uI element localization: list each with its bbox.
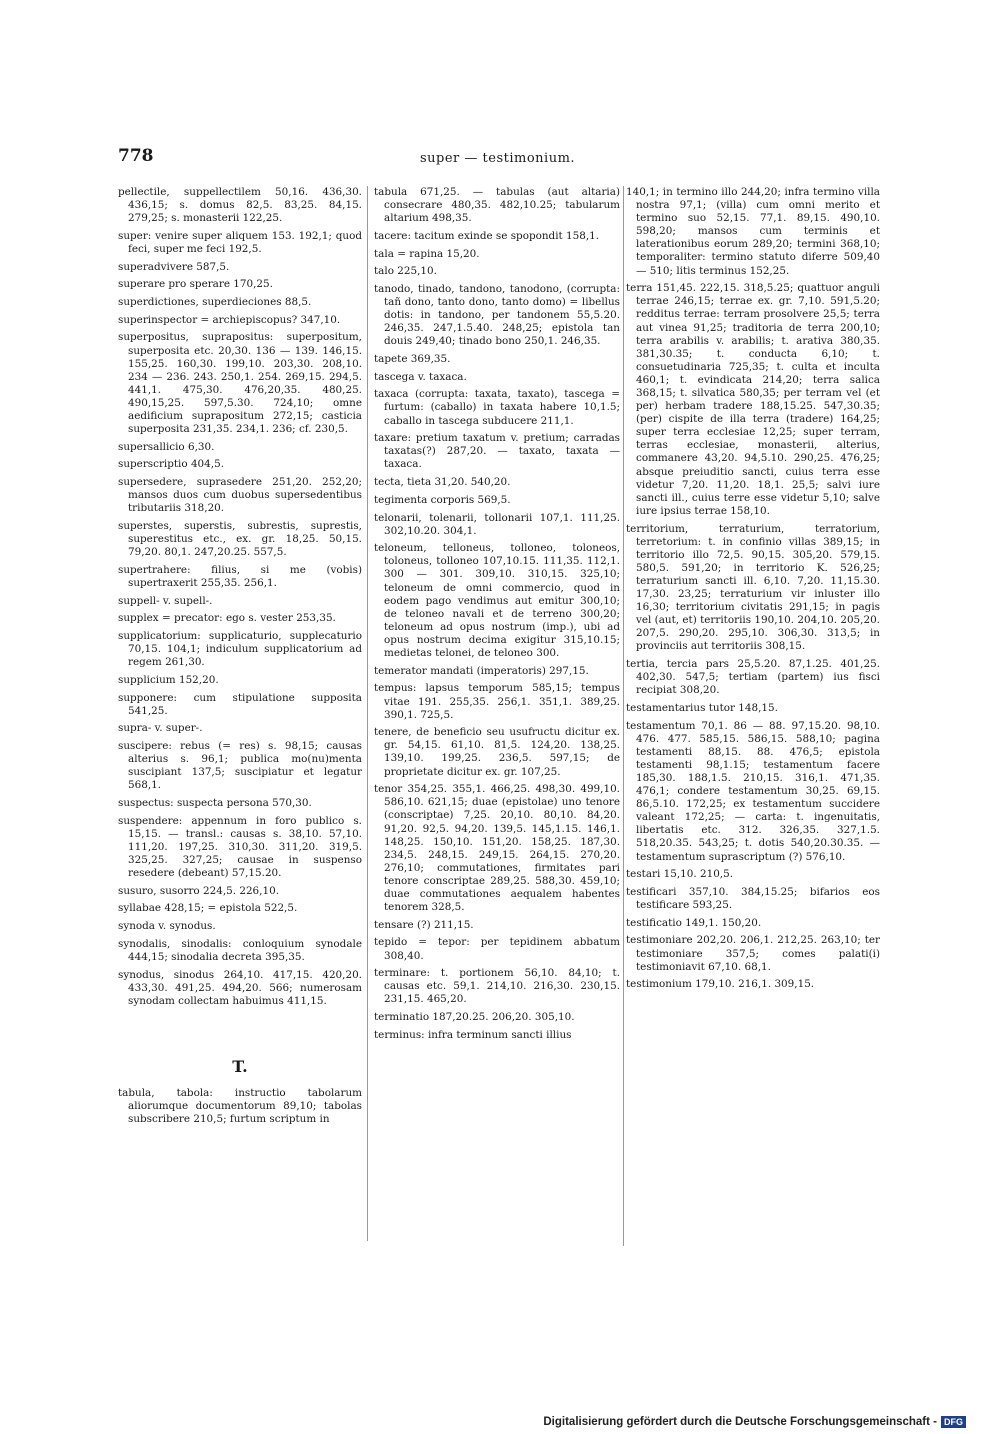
index-entry: superare pro sperare 170,25. [118,278,273,291]
index-entry: supertrahere: filius, si me (vobis) supertraxerit 255,35. 256,1. [118,563,362,589]
index-entry: tapete 369,35. [374,353,451,365]
index-entry: temerator mandati (imperatoris) 297,15. [374,664,589,677]
section-heading: T. [232,1056,248,1076]
funding-footer [543,1416,966,1428]
index-entry: pellectile, suppellectilem 50,16. 436,30. 436,15; s. domus 82,5. 83,25. 84,15. 279,25; s. monasterii 122,25. [118,186,362,225]
index-entry: supersallicio 6,30. [118,440,215,453]
column-divider [367,186,368,1241]
index-entry: suppell- v. supell-. [118,594,213,607]
index-entry: territorium, terraturium, terratorium, terretorium: t. in confinio villas 389,15; in territorio illo 72,5. 90,15. 305,20. 579,15. 580,5. 591,20; in territorio K. 526,25; terraturium sancti ill. 6,10. 7,20. 11,15.30. 17,30. 23,25; terraturium vir inluster illo 16,30; territorium civitatis 291,15; in pagis vel (aut, et) territoriis 190,10. 204,10. 205,20. 207,5. 290,20. 295,10. 306,30. 313,5; in provinciis aut territoriis 308,15. [626,522,880,653]
index-entry: testimoniare 202,20. 206,1. 212,25. 263,10; ter testimoniare 357,5; comes palati(i) testimoniavit 67,10. 68,1. [626,934,880,973]
index-entry: supplicium 152,20. [118,673,219,686]
index-entry: tenere, de beneficio seu usufructu dicitur ex. gr. 54,15. 61,10. 81,5. 124,20. 138,25. 139,10. 199,25. 236,5. 597,15; de proprietate dicitur ex. gr. 107,25. [374,726,620,778]
dfg-logo: DFG [941,1416,966,1428]
index-entry: tempus: lapsus temporum 585,15; tempus vitae 191. 255,35. 256,1. 351,1. 389,25. 390,1. 725,5. [374,682,620,721]
index-entry: testamentum 70,1. 86 — 88. 97,15.20. 98,10. 476. 477. 585,15. 586,15. 588,10; pagina testamenti 88,15. 88. 476,5; epistola testamenti 98,1.15; testamentum facere 185,30. 188,1.5. 210,15. 316,1. 471,35. 476,1; condere testamentum 30,25. 69,15. 86,5.10. 172,25; ex testamentum succidere valeant 172,25; — carta: t. ingenuitatis, libertatis etc. 312. 326,35. 327,1.5. 518,20.35. 543,25; t. dotis 540,20.30.35. — testamentum suprascriptum (?) 576,10. [626,719,880,863]
index-entry: terminare: t. portionem 56,10. 84,10; t. causas etc. 59,1. 214,10. 216,30. 230,15. 231,15. 465,20. [374,967,620,1006]
index-entry: tenor 354,25. 355,1. 466,25. 498,30. 499,10. 586,10. 621,15; duae (epistolae) uno tenore (conscriptae) 7,25. 20,10. 80,10. 84,20. 91,20. 92,5. 94,20. 139,5. 145,1.15. 146,1. 148,25. 150,10. 151,20. 158,25. 187,30. 234,5. 248,15. 249,15. 264,15. 270,20. 276,10; commutationes, firmitates pari tenore conscriptae 289,25. 588,30. 459,10; duae commutationes aequalem habentes tenorem 328,5. [374,783,620,914]
index-entry: superinspector = archiepiscopus? 347,10. [118,313,341,326]
index-entry: tanodo, tinado, tandono, tanodono, (corrupta: tañ dono, tanto dono, tanto domo) = libellus dotis: in tandono, per tandonem 55,5.20. 246,35. 247,1.5.40. 248,25; epistola tan douis 249,40; tinado bono 250,1. 246,35. [374,282,620,348]
index-entry: superdictiones, superdieciones 88,5. [118,296,312,309]
index-entry: telonarii, tolenarii, tollonarii 107,1. 111,25. 302,10.20. 304,1. [374,511,620,537]
index-entry: tala = rapina 15,20. [374,247,480,260]
index-entry: taxaca (corrupta: taxata, taxato), tascega = furtum: (caballo) in taxata habere 10,1.5; caballo in tascega subducere 211,1. [374,388,620,427]
footer-text: Digitalisierung gefördert durch die Deutsche Forschungsgemeinschaft - [543,1416,937,1428]
index-entry: syllabae 428,15; = epistola 522,5. [118,902,298,915]
index-entry: taxare: pretium taxatum v. pretium; carradas taxatas(?) 287,20. — taxato, taxata — taxaca. [374,432,620,471]
index-entry: talo 225,10. [374,265,437,278]
index-entry: super: venire super aliquem 153. 192,1; quod feci, super me feci 192,5. [118,229,362,255]
index-entry: synodalis, sinodalis: conloquium synodale 444,15; sinodalia decreta 395,35. [118,937,362,963]
index-entry: tacere: tacitum exinde se spopondit 158,1. [374,229,600,242]
index-entry: tabula, tabola: instructio tabolarum aliorumque documentorum 89,10; tabolas subscribere 210,5; furtum scriptum in [118,1087,362,1126]
index-column-3 [626,186,880,996]
index-entry: superstes, superstis, subrestis, suprestis, superestitus etc., ex. gr. 18,25. 50,15. 79,20. 80,1. 247,20.25. 557,5. [118,520,362,559]
column-divider [623,186,624,1246]
index-entry: superpositus, suprapositus: superpositum, superposita etc. 20,30. 136 — 139. 146,15. 155,25. 160,30. 199,10. 203,30. 208,10. 234 — 236. 243. 250,1. 254. 269,15. 294,5. 441,1. 475,30. 476,20,35. 480,25. 490,15,25. 597,5.30. 724,10; omne aedificium suprapositum 272,15; casticia superposita 231,35. 234,1. 236; cf. 230,5. [118,331,362,436]
index-entry: supra- v. super-. [118,722,203,735]
index-entry: teloneum, telloneus, tolloneo, toloneos, toloneus, tolloneo 107,10.15. 111,35. 112,1. 300 — 301. 309,10. 310,15. 325,10; teloneum de omni commercio, quod in eodem pago vendimus aut emitur 300,10; de teloneo navali et de terreno 300,20; teloneum ad opus nostrum (imp.), ubi ad opus nostrum decima exigitur 315,10.15; medietas telonei, de teloneo 300. [374,542,620,660]
index-column-1 [118,186,362,1131]
index-entry: terminus: infra terminum sancti illius [374,1028,572,1041]
index-entry: tabula 671,25. — tabulas (aut altaria) consecrare 480,35. 482,10.25; tabularum altarium 498,35. [374,186,620,225]
index-entry: synodus, sinodus 264,10. 417,15. 420,20. 433,30. 491,25. 494,20. 566; numerosam synodam collectam habuimus 411,15. [118,968,362,1007]
index-entry: supersedere, suprasedere 251,20. 252,20; mansos duos cum duobus supersedentibus tributariis 318,20. [118,476,362,515]
index-entry: testamentarius tutor 148,15. [626,701,778,714]
index-entry: tascega v. taxaca. [374,370,467,383]
index-entry: tecta, tieta 31,20. 540,20. [374,476,511,489]
index-entry: tertia, tercia pars 25,5.20. 87,1.25. 401,25. 402,30. 547,5; tertiam (partem) ius fisci recipiat 308,20. [626,658,880,697]
index-entry: testificari 357,10. 384,15.25; bifarios eos testificare 593,25. [626,885,880,912]
index-entry: supponere: cum stipulatione supposita 541,25. [118,691,362,717]
index-entry: susuro, susorro 224,5. 226,10. [118,884,279,897]
index-entry: suscipere: rebus (= res) s. 98,15; causas alterius s. 96,1; publica mo(nu)menta suscipiant 137,5; suscipiatur et legatur 568,1. [118,740,362,792]
index-entry: tepido = tepor: per tepidinem abbatum 308,40. [374,936,620,962]
index-entry: tensare (?) 211,15. [374,918,474,931]
index-entry: terra 151,45. 222,15. 318,5.25; quattuor anguli terrae 246,15; terrae ex. gr. 7,10. 591,5.20; redditus terrae: terram prosolvere 25,5; terra aut vinea 91,25; traditoria de terra 200,10; terra arabilis v. arabilis; t. arativa 380,35. 381,30.35; t. conducta 6,10; t. consuetudinaria 725,35; t. culta et inculta 460,1; t. evindicata 214,20; terra salica 368,15; t. silvatica 580,35; per terram vel (et per) herbam tradere 188,15.25. 547,30.35; (per) cispite de illa terra (tradere) 164,25; super terra ecclesiae 12,25; super terram, terras ecclesiae, monasterii, alterius, commanere 43,20. 94,5.10. 290,25. 476,25; absque preiuditio sancti, cuius terra esse videtur 7,20. 11,20. 18,1. 25,5; salvi iure sancti ill., cuius terre esse videtur 5,10; salve iure ipsius terrae 158,10. [626,282,880,517]
index-entry: testari 15,10. 210,5. [626,868,734,881]
index-entry: supplex = precator: ego s. vester 253,35. [118,612,336,625]
index-entry: testimonium 179,10. 216,1. 309,15. [626,978,815,991]
index-column-2 [374,186,620,1047]
index-entry: testificatio 149,1. 150,20. [626,916,762,929]
running-head: super — testimonium. [420,151,576,166]
page-number: 778 [118,146,154,166]
index-entry: terminatio 187,20.25. 206,20. 305,10. [374,1011,575,1024]
index-entry: supplicatorium: supplicaturio, supplecaturio 70,15. 104,1; indiculum supplicatorium ad regem 261,30. [118,630,362,669]
index-entry: tegimenta corporis 569,5. [374,493,511,506]
index-entry: synoda v. synodus. [118,920,216,933]
index-entry: suspendere: appennum in foro publico s. 15,15. — transl.: causas s. 38,10. 57,10. 111,20. 197,25. 310,30. 311,20. 319,5. 325,25. 327,25; causae in suspenso resedere (debeant) 57,15.20. [118,814,362,880]
index-entry: suspectus: suspecta persona 570,30. [118,797,312,810]
index-entry: superadvivere 587,5. [118,260,230,273]
index-entry: superscriptio 404,5. [118,458,224,471]
index-entry: 140,1; in termino illo 244,20; infra termino villa nostra 97,1; (villa) cum omni merito et termino suo 52,15. 77,1. 89,15. 490,10. 598,20; mansos cum terminis et laterationibus eorum 289,20; termini 368,10; temporaliter: termino statuto diferre 509,40 — 510; litis terminus 152,25. [626,186,880,277]
